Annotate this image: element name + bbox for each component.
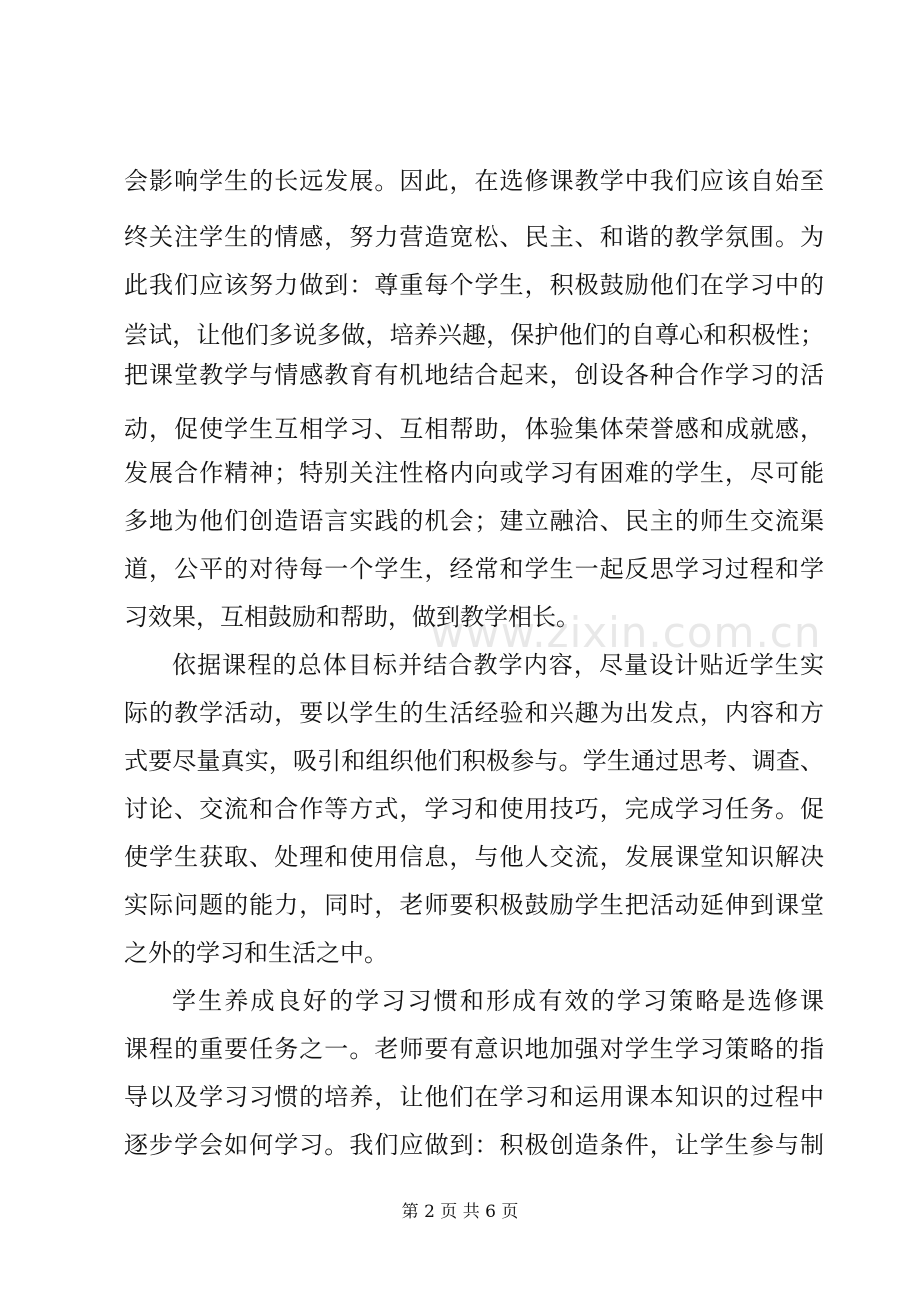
text-line: 发展合作精神；特别关注性格内向或学习有困难的学生，尽可能 [124, 459, 824, 487]
text-line: 课程的重要任务之一。老师要有意识地加强对学生学习策略的指 [124, 1035, 824, 1063]
text-line: 终关注学生的情感，努力营造宽松、民主、和谐的教学氛围。为 [124, 223, 824, 251]
text-line: 道，公平的对待每一个学生，经常和学生一起反思学习过程和学 [124, 555, 824, 583]
text-line: 使学生获取、处理和使用信息，与他人交流，发展课堂知识解决 [124, 843, 824, 871]
text-line: 实际问题的能力，同时，老师要积极鼓励学生把活动延伸到课堂 [124, 891, 824, 919]
text-line: 之外的学习和生活之中。 [124, 939, 388, 967]
text-line: 尝试，让他们多说多做，培养兴趣，保护他们的自尊心和积极性； [124, 321, 824, 349]
text-line: 学生养成良好的学习习惯和形成有效的学习策略是选修课 [172, 987, 824, 1015]
text-line: 多地为他们创造语言实践的机会；建立融洽、民主的师生交流渠 [124, 507, 824, 535]
text-line: 此我们应该努力做到：尊重每个学生，积极鼓励他们在学习中的 [124, 271, 824, 299]
text-line: 动，促使学生互相学习、互相帮助，体验集体荣誉感和成就感， [124, 415, 824, 443]
text-line: 会影响学生的长远发展。因此，在选修课教学中我们应该自始至 [124, 167, 824, 195]
page-footer: 第 2 页 共 6 页 [401, 1202, 519, 1222]
text-line: 讨论、交流和合作等方式，学习和使用技巧，完成学习任务。促 [124, 795, 824, 823]
watermark: www.zixin.com.cn [430, 608, 822, 657]
text-line: 习效果，互相鼓励和帮助，做到教学相长。 [124, 603, 580, 631]
text-line: 逐步学会如何学习。我们应做到：积极创造条件，让学生参与制 [124, 1131, 824, 1159]
text-line: 依据课程的总体目标并结合教学内容，尽量设计贴近学生实 [172, 651, 824, 679]
text-line: 导以及学习习惯的培养，让他们在学习和运用课本知识的过程中 [124, 1083, 824, 1111]
text-line: 把课堂教学与情感教育有机地结合起来，创设各种合作学习的活 [124, 361, 824, 389]
text-line: 式要尽量真实，吸引和组织他们积极参与。学生通过思考、调查、 [124, 747, 824, 775]
text-line: 际的教学活动，要以学生的生活经验和兴趣为出发点，内容和方 [124, 699, 824, 727]
